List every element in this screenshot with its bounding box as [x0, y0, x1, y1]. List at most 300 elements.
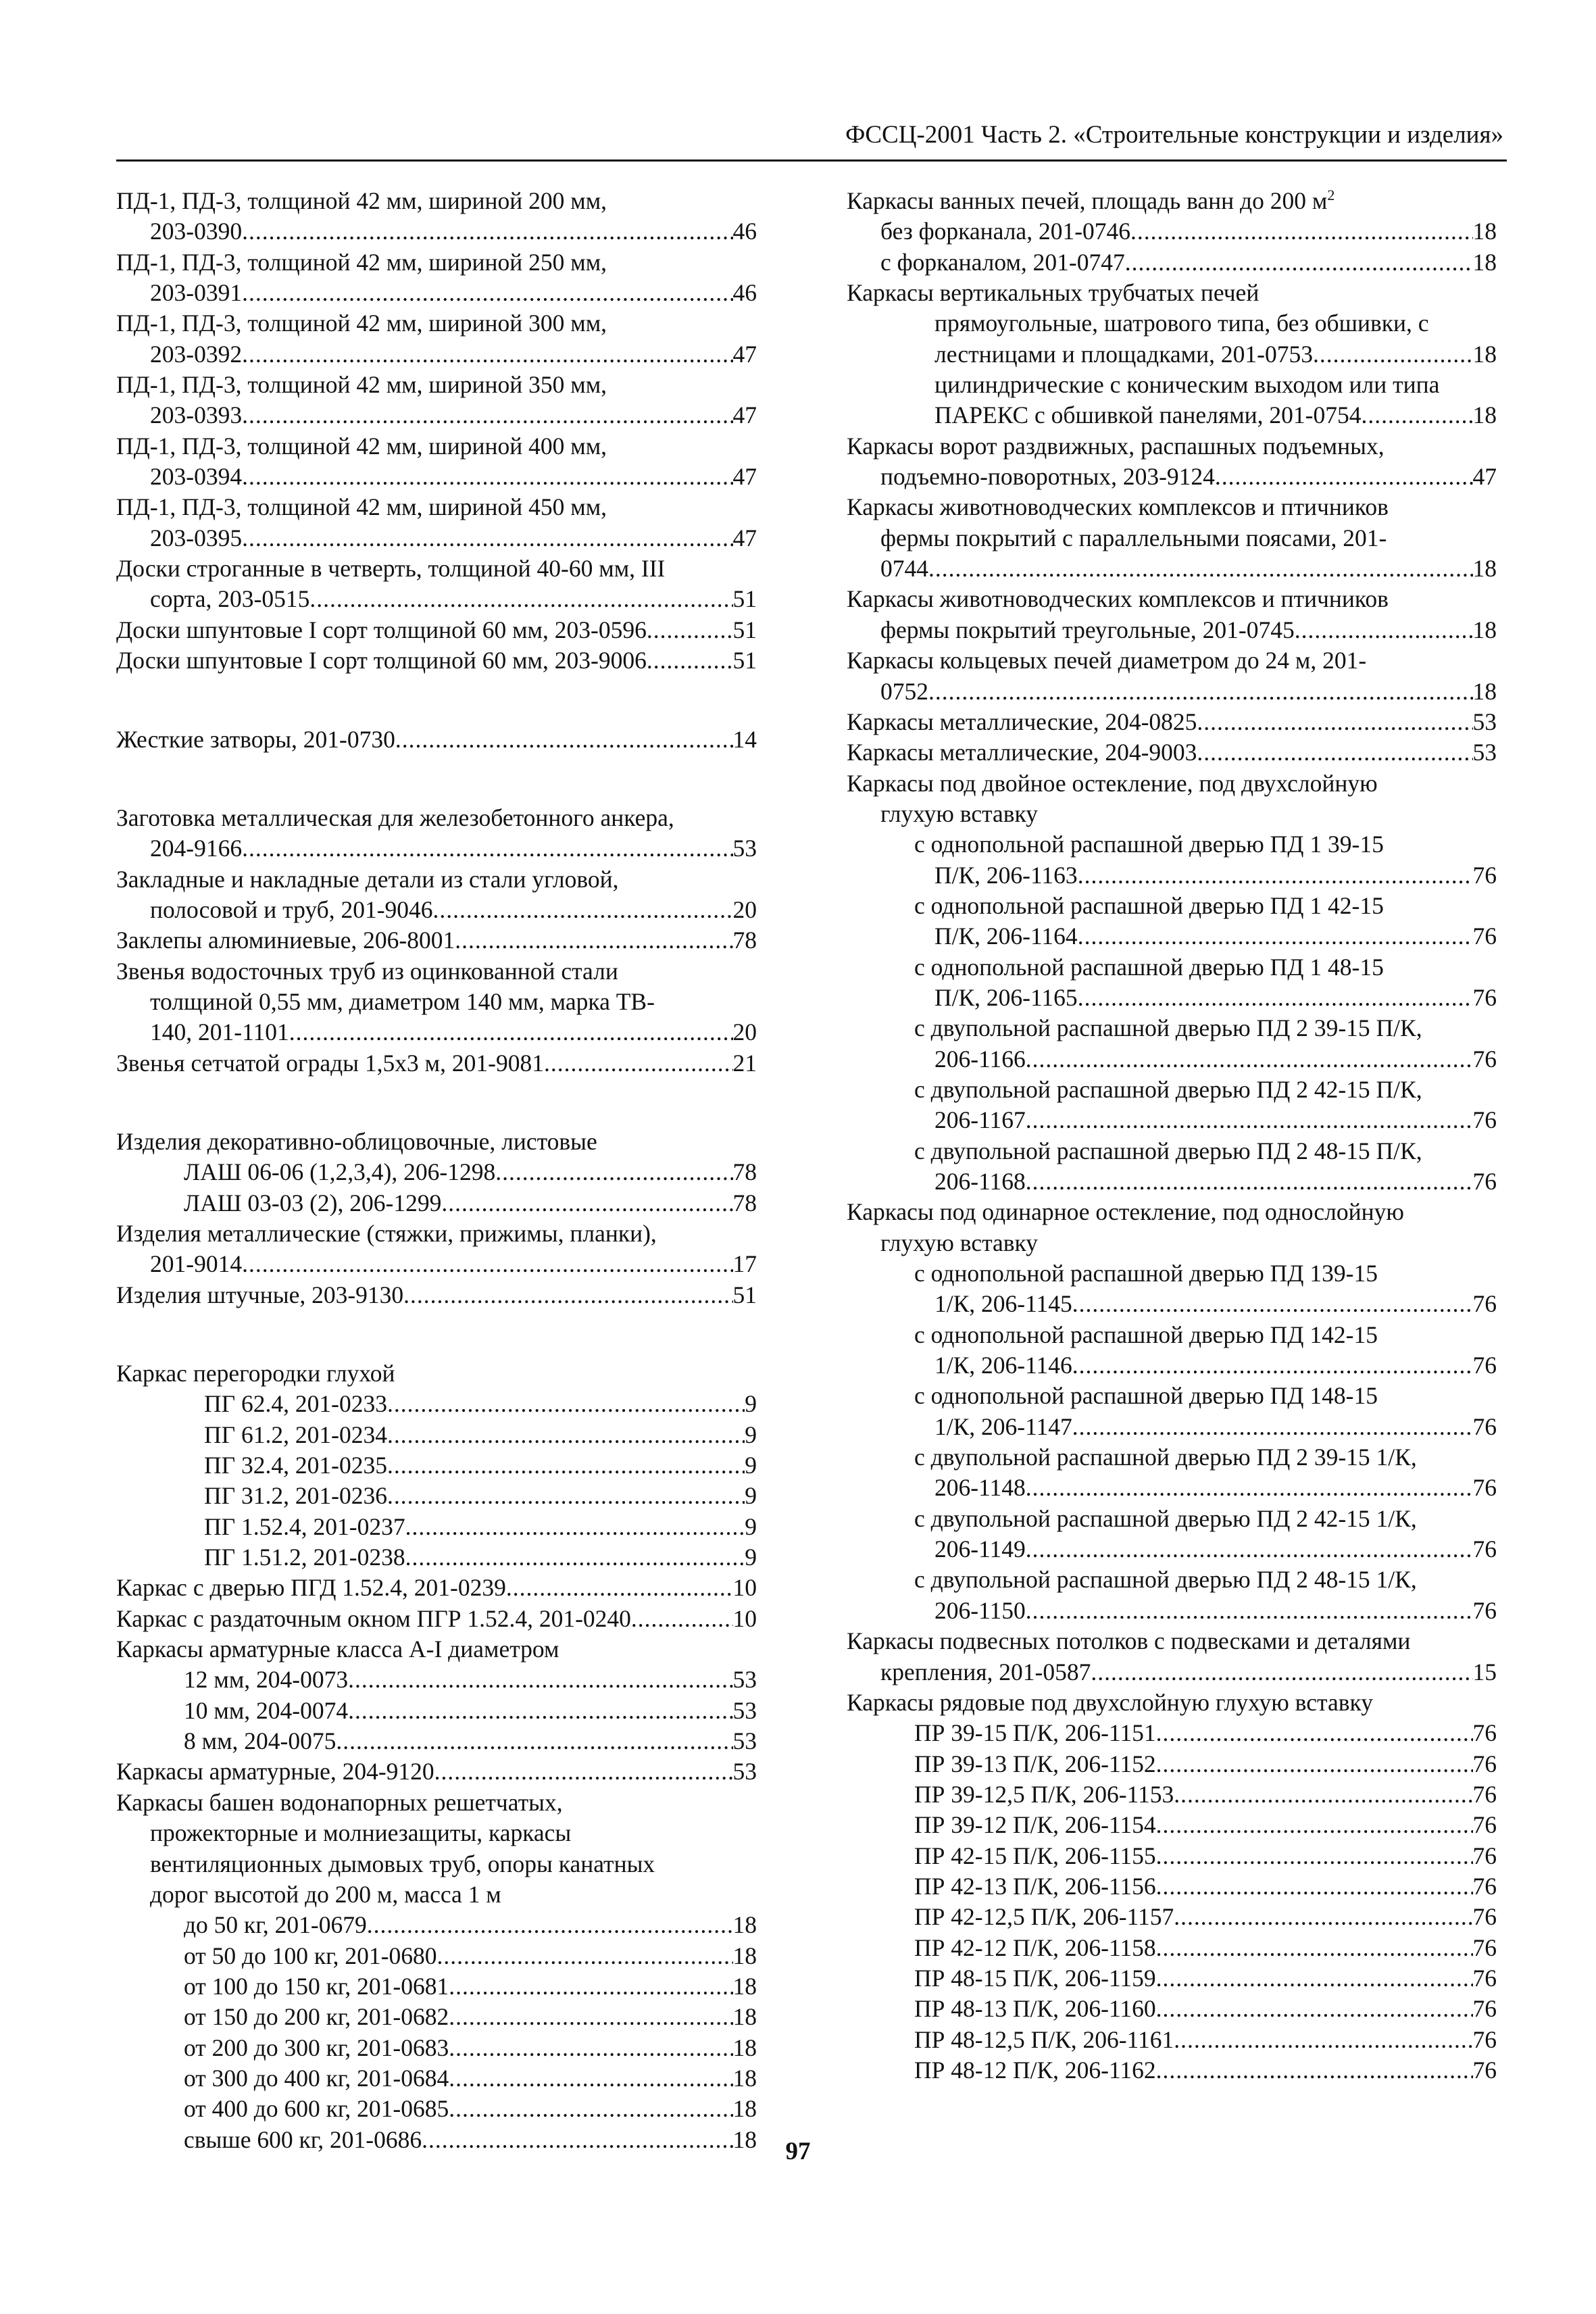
page-ref: 18 [1472, 677, 1497, 705]
index-entry [847, 339, 1497, 370]
page-ref: 18 [732, 1911, 757, 1939]
entry-text: 203-0394 [150, 463, 243, 491]
dot-leader [544, 1048, 733, 1079]
dot-leader [647, 615, 733, 645]
index-entry [116, 956, 757, 987]
index-entry [847, 1657, 1497, 1688]
index-entry [847, 645, 1497, 676]
page-ref: 47 [732, 401, 757, 429]
entry-text: сорта, 203-0515 [150, 585, 310, 613]
index-entry [116, 1450, 757, 1481]
page-ref: 21 [732, 1049, 757, 1077]
index-entry [116, 1481, 757, 1511]
dot-leader [449, 2094, 732, 2124]
page-ref: 20 [732, 895, 757, 923]
dot-leader [1026, 1166, 1473, 1197]
dot-leader [242, 833, 732, 864]
entry-text: ПД-1, ПД-3, толщиной 42 мм, шириной 250 мм, [116, 248, 607, 276]
index-entry [116, 523, 757, 553]
entry-text: Жесткие затворы, 201-0730 [116, 725, 395, 753]
dot-leader [1156, 1963, 1473, 1994]
entry-text: Каркасы под двойное остекление, под двухслойную [847, 769, 1378, 797]
dot-leader [1197, 707, 1472, 737]
dot-leader [1156, 2055, 1473, 2086]
entry-text: прямоугольные, шатрового типа, без обшивки, с [934, 310, 1429, 337]
dot-leader [1072, 1350, 1473, 1381]
entry-text: толщиной 0,55 мм, диаметром 140 мм, марка ТВ- [150, 987, 655, 1015]
entry-text: с форканалом, 201-0747 [880, 248, 1125, 276]
entry-text: Заготовка металлическая для железобетонного анкера, [116, 804, 674, 831]
index-entry [116, 400, 757, 430]
dot-leader [387, 1389, 745, 1419]
dot-leader [434, 1756, 733, 1787]
page-ref: 53 [732, 835, 757, 862]
entry-text: с однопольной распашной дверью ПД 1 48-15 [914, 953, 1384, 981]
page-ref: 18 [732, 2125, 757, 2153]
entry-text: Доски строганные в четверть, толщиной 40-60 мм, III [116, 555, 666, 583]
index-entry [847, 737, 1497, 768]
dot-leader [1156, 1810, 1473, 1840]
page-ref: 10 [732, 1574, 757, 1602]
dot-leader [242, 523, 732, 553]
entry-text: 203-0395 [150, 524, 243, 551]
index-entry [116, 1280, 757, 1310]
index-entry [847, 829, 1497, 860]
index-entry [847, 1289, 1497, 1319]
index-entry [116, 1420, 757, 1450]
entry-text: Каркасы башен водонапорных решетчатых, [116, 1788, 563, 1816]
entry-text: ПР 39-12 П/К, 206-1154 [914, 1811, 1156, 1839]
index-entry [847, 523, 1497, 553]
entry-text: 206-1148 [934, 1474, 1026, 1502]
index-entry [116, 1127, 757, 1157]
index-entry [116, 1726, 757, 1756]
entry-text: без форканала, 201-0746 [880, 218, 1131, 245]
page-ref: 51 [732, 647, 757, 674]
dot-leader [449, 1971, 732, 2002]
index-entry [847, 1350, 1497, 1381]
index-entry [116, 278, 757, 308]
entry-text: дорог высотой до 200 м, масса 1 м [150, 1880, 501, 1908]
dot-leader [449, 2002, 732, 2032]
index-column-left [116, 186, 757, 2155]
index-entry [847, 216, 1497, 247]
entry-text: 0744 [880, 555, 928, 583]
entry-text: 201-9014 [150, 1250, 243, 1278]
index-entry [116, 370, 757, 400]
entry-text: ПГ 61.2, 201-0234 [204, 1421, 387, 1448]
page-ref: 46 [732, 218, 757, 245]
entry-text: Каркасы арматурные, 204-9120 [116, 1758, 434, 1786]
index-entry [116, 1910, 757, 1940]
entry-text: с двупольной распашной дверью ПД 2 48-15 П/К, [914, 1137, 1422, 1164]
page-ref: 51 [732, 585, 757, 613]
dot-leader [449, 2063, 732, 2094]
index-entry [847, 1442, 1497, 1473]
dot-leader [1197, 737, 1472, 768]
entry-text: ПР 42-12,5 П/К, 206-1157 [914, 1903, 1174, 1931]
index-entry [847, 952, 1497, 983]
dot-leader [1026, 1473, 1473, 1503]
page-ref: 76 [1472, 1352, 1497, 1379]
index-entry [116, 895, 757, 925]
index-entry [847, 278, 1497, 308]
page-ref: 18 [732, 1942, 757, 1969]
index-entry [116, 308, 757, 339]
page-ref: 18 [1472, 340, 1497, 368]
page-ref: 76 [1472, 1903, 1497, 1931]
entry-text: Каркас перегородки глухой [116, 1360, 395, 1387]
entry-text: фермы покрытий с параллельными поясами, 201- [880, 524, 1387, 551]
index-entry [847, 1933, 1497, 1963]
entry-text: ПР 48-12,5 П/К, 206-1161 [914, 2025, 1174, 2053]
index-entry [116, 1218, 757, 1249]
page-ref: 47 [1472, 463, 1497, 491]
dot-leader [1072, 1412, 1473, 1442]
index-entry [847, 1688, 1497, 1718]
entry-text: ПГ 1.51.2, 201-0238 [204, 1544, 405, 1571]
index-entry [847, 891, 1497, 921]
entry-text: 206-1149 [934, 1535, 1026, 1563]
entry-text: П/К, 206-1163 [934, 861, 1078, 889]
entry-text: прожекторные и молниезащиты, каркасы [150, 1819, 572, 1847]
dot-leader [1026, 1044, 1473, 1075]
page-ref: 18 [1472, 218, 1497, 245]
dot-leader [242, 339, 732, 370]
dot-leader [1174, 1902, 1472, 1932]
index-entry [847, 1166, 1497, 1197]
dot-leader [242, 278, 732, 308]
page-ref: 18 [1472, 248, 1497, 276]
entry-text: Звенья водосточных труб из оцинкованной стали [116, 957, 618, 985]
entry-text: 8 мм, 204-0075 [184, 1727, 336, 1755]
entry-text: ЛАШ 06-06 (1,2,3,4), 206-1298 [184, 1158, 496, 1186]
page-ref: 9 [745, 1390, 757, 1418]
index-entry [116, 925, 757, 956]
entry-text: ПР 39-12,5 П/К, 206-1153 [914, 1780, 1174, 1808]
dot-leader [1156, 1841, 1473, 1871]
dot-leader [928, 553, 1473, 584]
page-ref: 76 [1472, 2025, 1497, 2053]
index-entry [847, 247, 1497, 278]
page-ref: 78 [732, 927, 757, 954]
dot-leader [506, 1573, 733, 1603]
entry-text: от 400 до 600 кг, 201-0685 [184, 2095, 449, 2123]
dot-leader [441, 1188, 732, 1218]
entry-text: 203-0393 [150, 401, 243, 429]
dot-leader [1156, 1718, 1473, 1748]
page-ref: 9 [745, 1452, 757, 1479]
entry-text: Каркасы арматурные класса А-I диаметром [116, 1635, 559, 1663]
index-entry [847, 1749, 1497, 1779]
dot-leader [437, 1941, 732, 1971]
index-entry [847, 1013, 1497, 1043]
entry-text: от 200 до 300 кг, 201-0683 [184, 2034, 449, 2061]
page-ref: 18 [1472, 401, 1497, 429]
entry-text: Каркасы под одинарное остекление, под однослойную [847, 1198, 1404, 1226]
entry-text: 203-0390 [150, 218, 243, 245]
page-ref: 76 [1472, 1719, 1497, 1747]
index-entry [116, 1879, 757, 1910]
dot-leader [495, 1157, 732, 1187]
index-entry [847, 1320, 1497, 1350]
page-ref: 47 [732, 463, 757, 491]
entry-text: ПР 48-12 П/К, 206-1162 [914, 2056, 1156, 2084]
index-entry [116, 803, 757, 833]
page-ref: 9 [745, 1482, 757, 1510]
dot-leader [1078, 860, 1473, 891]
dot-leader [1156, 1933, 1473, 1963]
page-ref: 76 [1472, 2056, 1497, 2084]
entry-text: глухую вставку [880, 799, 1039, 827]
index-entry [847, 1504, 1497, 1534]
page-ref: 18 [1472, 555, 1497, 583]
index-entry [847, 1994, 1497, 2024]
page-ref: 53 [732, 1666, 757, 1694]
index-entry [847, 1412, 1497, 1442]
entry-text: ЛАШ 03-03 (2), 206-1299 [184, 1189, 442, 1216]
index-entry [847, 584, 1497, 614]
dot-leader [631, 1604, 733, 1634]
index-entry [116, 431, 757, 462]
page-ref: 76 [1472, 1811, 1497, 1839]
dot-leader [1078, 921, 1473, 952]
dot-leader [242, 462, 732, 492]
entry-text: 203-0391 [150, 279, 243, 307]
page-ref: 76 [1472, 1842, 1497, 1869]
entry-text: Каркасы ванных печей, площадь ванн до 200 $м^2$ [847, 187, 1335, 214]
index-entry [847, 1902, 1497, 1932]
page-ref: 76 [1472, 922, 1497, 950]
index-entry [116, 1665, 757, 1695]
entry-text: ПР 39-13 П/К, 206-1152 [914, 1750, 1156, 1777]
dot-leader [1174, 2025, 1472, 2055]
index-entry [847, 921, 1497, 952]
entry-text: Каркасы рядовые под двухслойную глухую вставку [847, 1688, 1373, 1716]
entry-text: от 100 до 150 кг, 201-0681 [184, 1972, 449, 2000]
entry-text: ПР 42-13 П/К, 206-1156 [914, 1872, 1156, 1900]
page-ref: 9 [745, 1512, 757, 1540]
entry-text: ПД-1, ПД-3, толщиной 42 мм, шириной 300 мм, [116, 310, 607, 337]
dot-leader [405, 1542, 745, 1573]
entry-text: Каркас с дверью ПГД 1.52.4, 201-0239 [116, 1574, 506, 1602]
index-entry [116, 1788, 757, 1818]
running-header: ФССЦ-2001 Часть 2. «Строительные конструкции и изделия» [845, 121, 1503, 149]
index-entry [847, 983, 1497, 1013]
entry-text: 203-0392 [150, 340, 243, 368]
dot-leader [1026, 1105, 1473, 1135]
page-ref: 20 [732, 1018, 757, 1046]
dot-leader [367, 1910, 733, 1940]
entry-text: Каркасы ворот раздвижных, распашных подъемных, [847, 432, 1385, 460]
entry-text: с однопольной распашной дверью ПД 139-15 [914, 1260, 1378, 1287]
index-entry [847, 400, 1497, 430]
entry-text: от 300 до 400 кг, 201-0684 [184, 2064, 449, 2092]
index-entry [847, 431, 1497, 462]
entry-text: 1/К, 206-1146 [934, 1352, 1072, 1379]
index-entry [847, 1136, 1497, 1166]
entry-text: 1/К, 206-1145 [934, 1290, 1072, 1318]
entry-text: с двупольной распашной дверью ПД 2 39-15 1/К, [914, 1444, 1417, 1471]
index-entry [116, 645, 757, 676]
page-ref: 47 [732, 524, 757, 551]
entry-text: Каркасы кольцевых печей диаметром до 24 м, 201- [847, 647, 1367, 674]
index-column-right [847, 186, 1497, 2086]
index-entry [847, 1197, 1497, 1227]
index-entry [847, 676, 1497, 707]
index-entry [847, 553, 1497, 584]
page-ref: 53 [1472, 739, 1497, 766]
dot-leader [348, 1665, 732, 1695]
page-ref: 76 [1472, 1596, 1497, 1624]
index-entry [116, 1573, 757, 1603]
entry-text: с однопольной распашной дверью ПД 148-15 [914, 1382, 1378, 1410]
dot-leader [403, 1280, 732, 1310]
dot-leader [1174, 1779, 1472, 1810]
section-spacer [116, 755, 757, 803]
entry-text: полосовой и труб, 201-9046 [150, 895, 433, 923]
dot-leader [1078, 983, 1473, 1013]
index-entry [116, 186, 757, 216]
dot-leader [309, 584, 732, 614]
entry-text: с однопольной распашной дверью ПД 142-15 [914, 1321, 1378, 1348]
index-entry [116, 987, 757, 1017]
entry-text: 206-1168 [934, 1168, 1026, 1195]
index-entry [116, 1157, 757, 1187]
index-entry [847, 799, 1497, 829]
index-entry [847, 1075, 1497, 1105]
index-entry [847, 1044, 1497, 1075]
index-entry [116, 247, 757, 278]
dot-leader [1026, 1534, 1473, 1565]
index-entry [116, 1941, 757, 1971]
dot-leader [387, 1420, 745, 1450]
entry-text: Закладные и накладные детали из стали угловой, [116, 865, 619, 893]
index-entry [116, 1358, 757, 1389]
index-entry [116, 1818, 757, 1848]
page-ref: 76 [1472, 1750, 1497, 1777]
index-entry [847, 1871, 1497, 1902]
page-ref: 18 [732, 1972, 757, 2000]
index-entry [116, 2063, 757, 2094]
entry-text: от 150 до 200 кг, 201-0682 [184, 2003, 449, 2031]
entry-text: Звенья сетчатой ограды 1,5х3 м, 201-9081 [116, 1049, 544, 1077]
index-entry [847, 1626, 1497, 1656]
index-entry [847, 1810, 1497, 1840]
page-ref: 78 [732, 1158, 757, 1186]
index-entry [116, 1249, 757, 1279]
entry-text: 206-1167 [934, 1106, 1026, 1134]
page-ref: 18 [732, 2064, 757, 2092]
page-ref: 17 [732, 1250, 757, 1278]
entry-text: фермы покрытий треугольные, 201-0745 [880, 616, 1295, 643]
index-entry [847, 492, 1497, 522]
page-ref: 76 [1472, 1474, 1497, 1502]
entry-text: П/К, 206-1164 [934, 922, 1078, 950]
page-ref: 76 [1472, 1780, 1497, 1808]
index-entry [847, 1228, 1497, 1258]
index-entry [116, 584, 757, 614]
entry-text: ПГ 32.4, 201-0235 [204, 1452, 387, 1479]
index-entry [116, 2002, 757, 2032]
dot-leader [1156, 1871, 1473, 1902]
dot-leader [1295, 615, 1473, 645]
page-ref: 76 [1472, 1290, 1497, 1318]
entry-text: Каркасы подвесных потолков с подвесками и деталями [847, 1627, 1411, 1655]
entry-text: ПАРЕКС с обшивкой панелями, 201-0754 [934, 401, 1362, 429]
page-ref: 53 [732, 1727, 757, 1755]
index-entry [847, 2055, 1497, 2086]
index-entry [116, 492, 757, 522]
index-entry [847, 1258, 1497, 1289]
index-entry [116, 833, 757, 864]
index-entry [847, 1381, 1497, 1411]
dot-leader [1215, 462, 1473, 492]
index-entry [116, 1971, 757, 2002]
entry-text: с двупольной распашной дверью ПД 2 39-15 П/К, [914, 1014, 1422, 1042]
page-ref: 76 [1472, 983, 1497, 1011]
entry-text: Каркас с раздаточным окном ПГР 1.52.4, 201-0240 [116, 1604, 631, 1632]
page-ref: 76 [1472, 1535, 1497, 1563]
dot-leader [1362, 400, 1473, 430]
page-ref: 18 [1472, 616, 1497, 643]
dot-leader [242, 400, 732, 430]
entry-text: ПР 42-15 П/К, 206-1155 [914, 1842, 1156, 1869]
index-entry [847, 615, 1497, 645]
index-entry [116, 1696, 757, 1726]
entry-text: 1/К, 206-1147 [934, 1412, 1072, 1440]
dot-leader [455, 925, 732, 956]
page-ref: 76 [1472, 1106, 1497, 1134]
entry-text: П/К, 206-1165 [934, 983, 1078, 1011]
entry-text: цилиндрические с коническим выходом или типа [934, 371, 1440, 399]
page-ref: 76 [1472, 1934, 1497, 1961]
entry-text: Каркасы животноводческих комплексов и птичников [847, 493, 1389, 521]
entry-text: с двупольной распашной дверью ПД 2 42-15 1/К, [914, 1504, 1417, 1532]
index-entry [116, 2125, 757, 2155]
section-spacer [116, 676, 757, 724]
entry-text: Каркасы вертикальных трубчатых печей [847, 279, 1260, 307]
entry-text: лестницами и площадками, 201-0753 [934, 340, 1313, 368]
page-ref: 14 [732, 725, 757, 753]
entry-text: 204-9166 [150, 835, 243, 862]
page-ref: 76 [1472, 1995, 1497, 2023]
index-entry [116, 2094, 757, 2124]
entry-text: ПГ 1.52.4, 201-0237 [204, 1512, 405, 1540]
entry-text: крепления, 201-0587 [880, 1658, 1091, 1685]
dot-leader [422, 2125, 732, 2155]
entry-text: глухую вставку [880, 1229, 1039, 1256]
index-entry [116, 1017, 757, 1048]
dot-leader [289, 1017, 733, 1048]
page-ref: 53 [732, 1696, 757, 1724]
dot-leader [928, 676, 1473, 707]
page-ref: 76 [1472, 861, 1497, 889]
page-ref: 53 [1472, 708, 1497, 735]
index-entry [847, 186, 1497, 216]
dot-leader [242, 1249, 732, 1279]
index-entry [847, 707, 1497, 737]
index-entry [847, 1565, 1497, 1595]
index-entry [116, 615, 757, 645]
index-entry [116, 1188, 757, 1218]
page-ref: 78 [732, 1189, 757, 1216]
index-entry [847, 1596, 1497, 1626]
index-entry [847, 2025, 1497, 2055]
header-rule [116, 159, 1507, 162]
entry-text: ПР 48-13 П/К, 206-1160 [914, 1995, 1156, 2023]
page-ref: 9 [745, 1544, 757, 1571]
